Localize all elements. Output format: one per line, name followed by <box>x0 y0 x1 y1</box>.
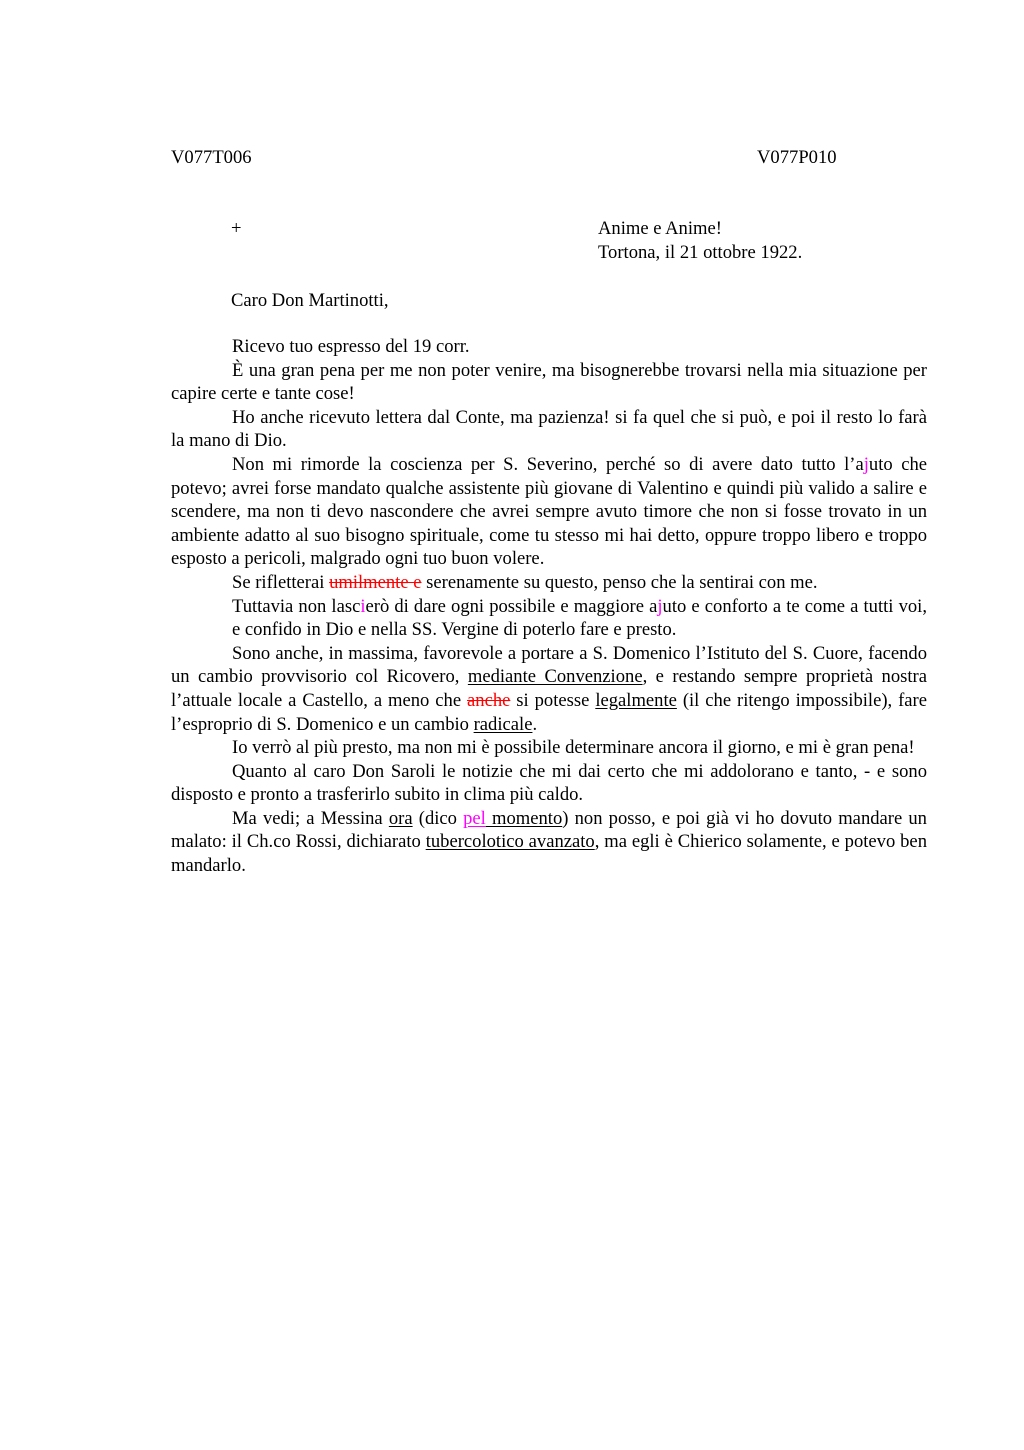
text-run: Se rifletterai <box>232 571 330 593</box>
text-run: si potesse <box>510 689 596 711</box>
inserted-letter: j <box>657 595 663 617</box>
text-run: uto che potevo; avrei forse mandato qualche assistente più giovane di Valentino e quindi più valido a salire e scendere, ma non ti devo nascondere che avrei sempre avuto timore che non si fosse trovato in un ambiente adatto al suo bisogno spirituale, come tu stesso mi hai detto, oppure troppo libero e troppo esposto a pericoli, malgrado ogni tuo buon volere. <box>171 453 927 570</box>
paragraph-6 <box>232 595 927 642</box>
underlined-text: ora <box>388 807 413 829</box>
place-date: Tortona, il 21 ottobre 1922. <box>598 242 803 263</box>
deleted-text: umilmente e <box>329 571 422 593</box>
text-run: , ma egli è Chierico solamente, e potevo ben mandarlo. <box>171 831 927 877</box>
underlined-text: momento <box>485 807 563 829</box>
document-code-right: V077P010 <box>757 147 837 168</box>
text-run: serenamente su questo, penso che la sentirai con me. <box>421 571 818 593</box>
paragraph-9: Quanto al caro Don Saroli le notizie che mi dai certo che mi addolorano e tanto, - e sono disposto e pronto a trasferirlo subito in clima più caldo. <box>171 760 927 806</box>
paragraph-8: Io verrò al più presto, ma non mi è possibile determinare ancora il giorno, e mi è gran pena! <box>232 737 915 759</box>
paragraph-10 <box>171 807 927 878</box>
deleted-text: anche <box>467 689 511 711</box>
paragraph-4 <box>171 453 927 571</box>
text-run: (il che ritengo impossibile), fare l’esproprio di S. Domenico e un cambio <box>171 689 927 735</box>
letter-body <box>171 335 927 878</box>
underlined-text: legalmente <box>595 689 677 711</box>
cross-mark: + <box>231 218 242 239</box>
paragraph-5 <box>171 571 927 595</box>
document-code-left: V077T006 <box>171 147 252 168</box>
text-run: Non mi rimorde la coscienza per S. Severino, perché so di avere dato tutto l’a <box>232 453 864 475</box>
text-run: Tuttavia non lasc <box>232 595 361 617</box>
text-run: (dico <box>412 807 464 829</box>
text-run: uto e conforto a te come a tutti voi, e confido in Dio e nella SS. Vergine di poterlo fare e presto. <box>232 595 927 641</box>
inserted-letter: j <box>863 453 869 475</box>
inserted-letter: i <box>360 595 366 617</box>
text-run: Ma vedi; a Messina <box>232 807 389 829</box>
underlined-text: tubercolotico avanzato <box>425 831 595 853</box>
text-run: ) non posso, e poi già vi ho dovuto mandare un malato: il Ch.co Rossi, dichiarato <box>171 807 927 853</box>
underlined-text: radicale <box>473 713 533 735</box>
text-run: Sono anche, in massima, favorevole a portare a S. Domenico l’Istituto del S. Cuore, facendo un cambio provvisorio col Ricovero, <box>171 642 927 688</box>
motto: Anime e Anime! <box>598 218 722 239</box>
paragraph-7 <box>171 642 927 736</box>
paragraph-3: Ho anche ricevuto lettera dal Conte, ma pazienza! si fa quel che si può, e poi il resto lo farà la mano di Dio. <box>171 406 927 452</box>
underlined-text: mediante Convenzione <box>467 666 643 688</box>
text-run: . <box>532 713 538 735</box>
paragraph-2: È una gran pena per me non poter venire, ma bisognerebbe trovarsi nella mia situazione per capire certe e tante cose! <box>171 359 927 405</box>
inserted-text: pel <box>463 807 486 829</box>
paragraph-1: Ricevo tuo espresso del 19 corr. <box>232 336 470 357</box>
text-run: , e restando sempre proprietà nostra l’attuale locale a Castello, a meno che <box>171 666 927 711</box>
salutation: Caro Don Martinotti, <box>231 290 389 311</box>
text-run: erò di dare ogni possibile e maggiore a <box>365 595 658 617</box>
